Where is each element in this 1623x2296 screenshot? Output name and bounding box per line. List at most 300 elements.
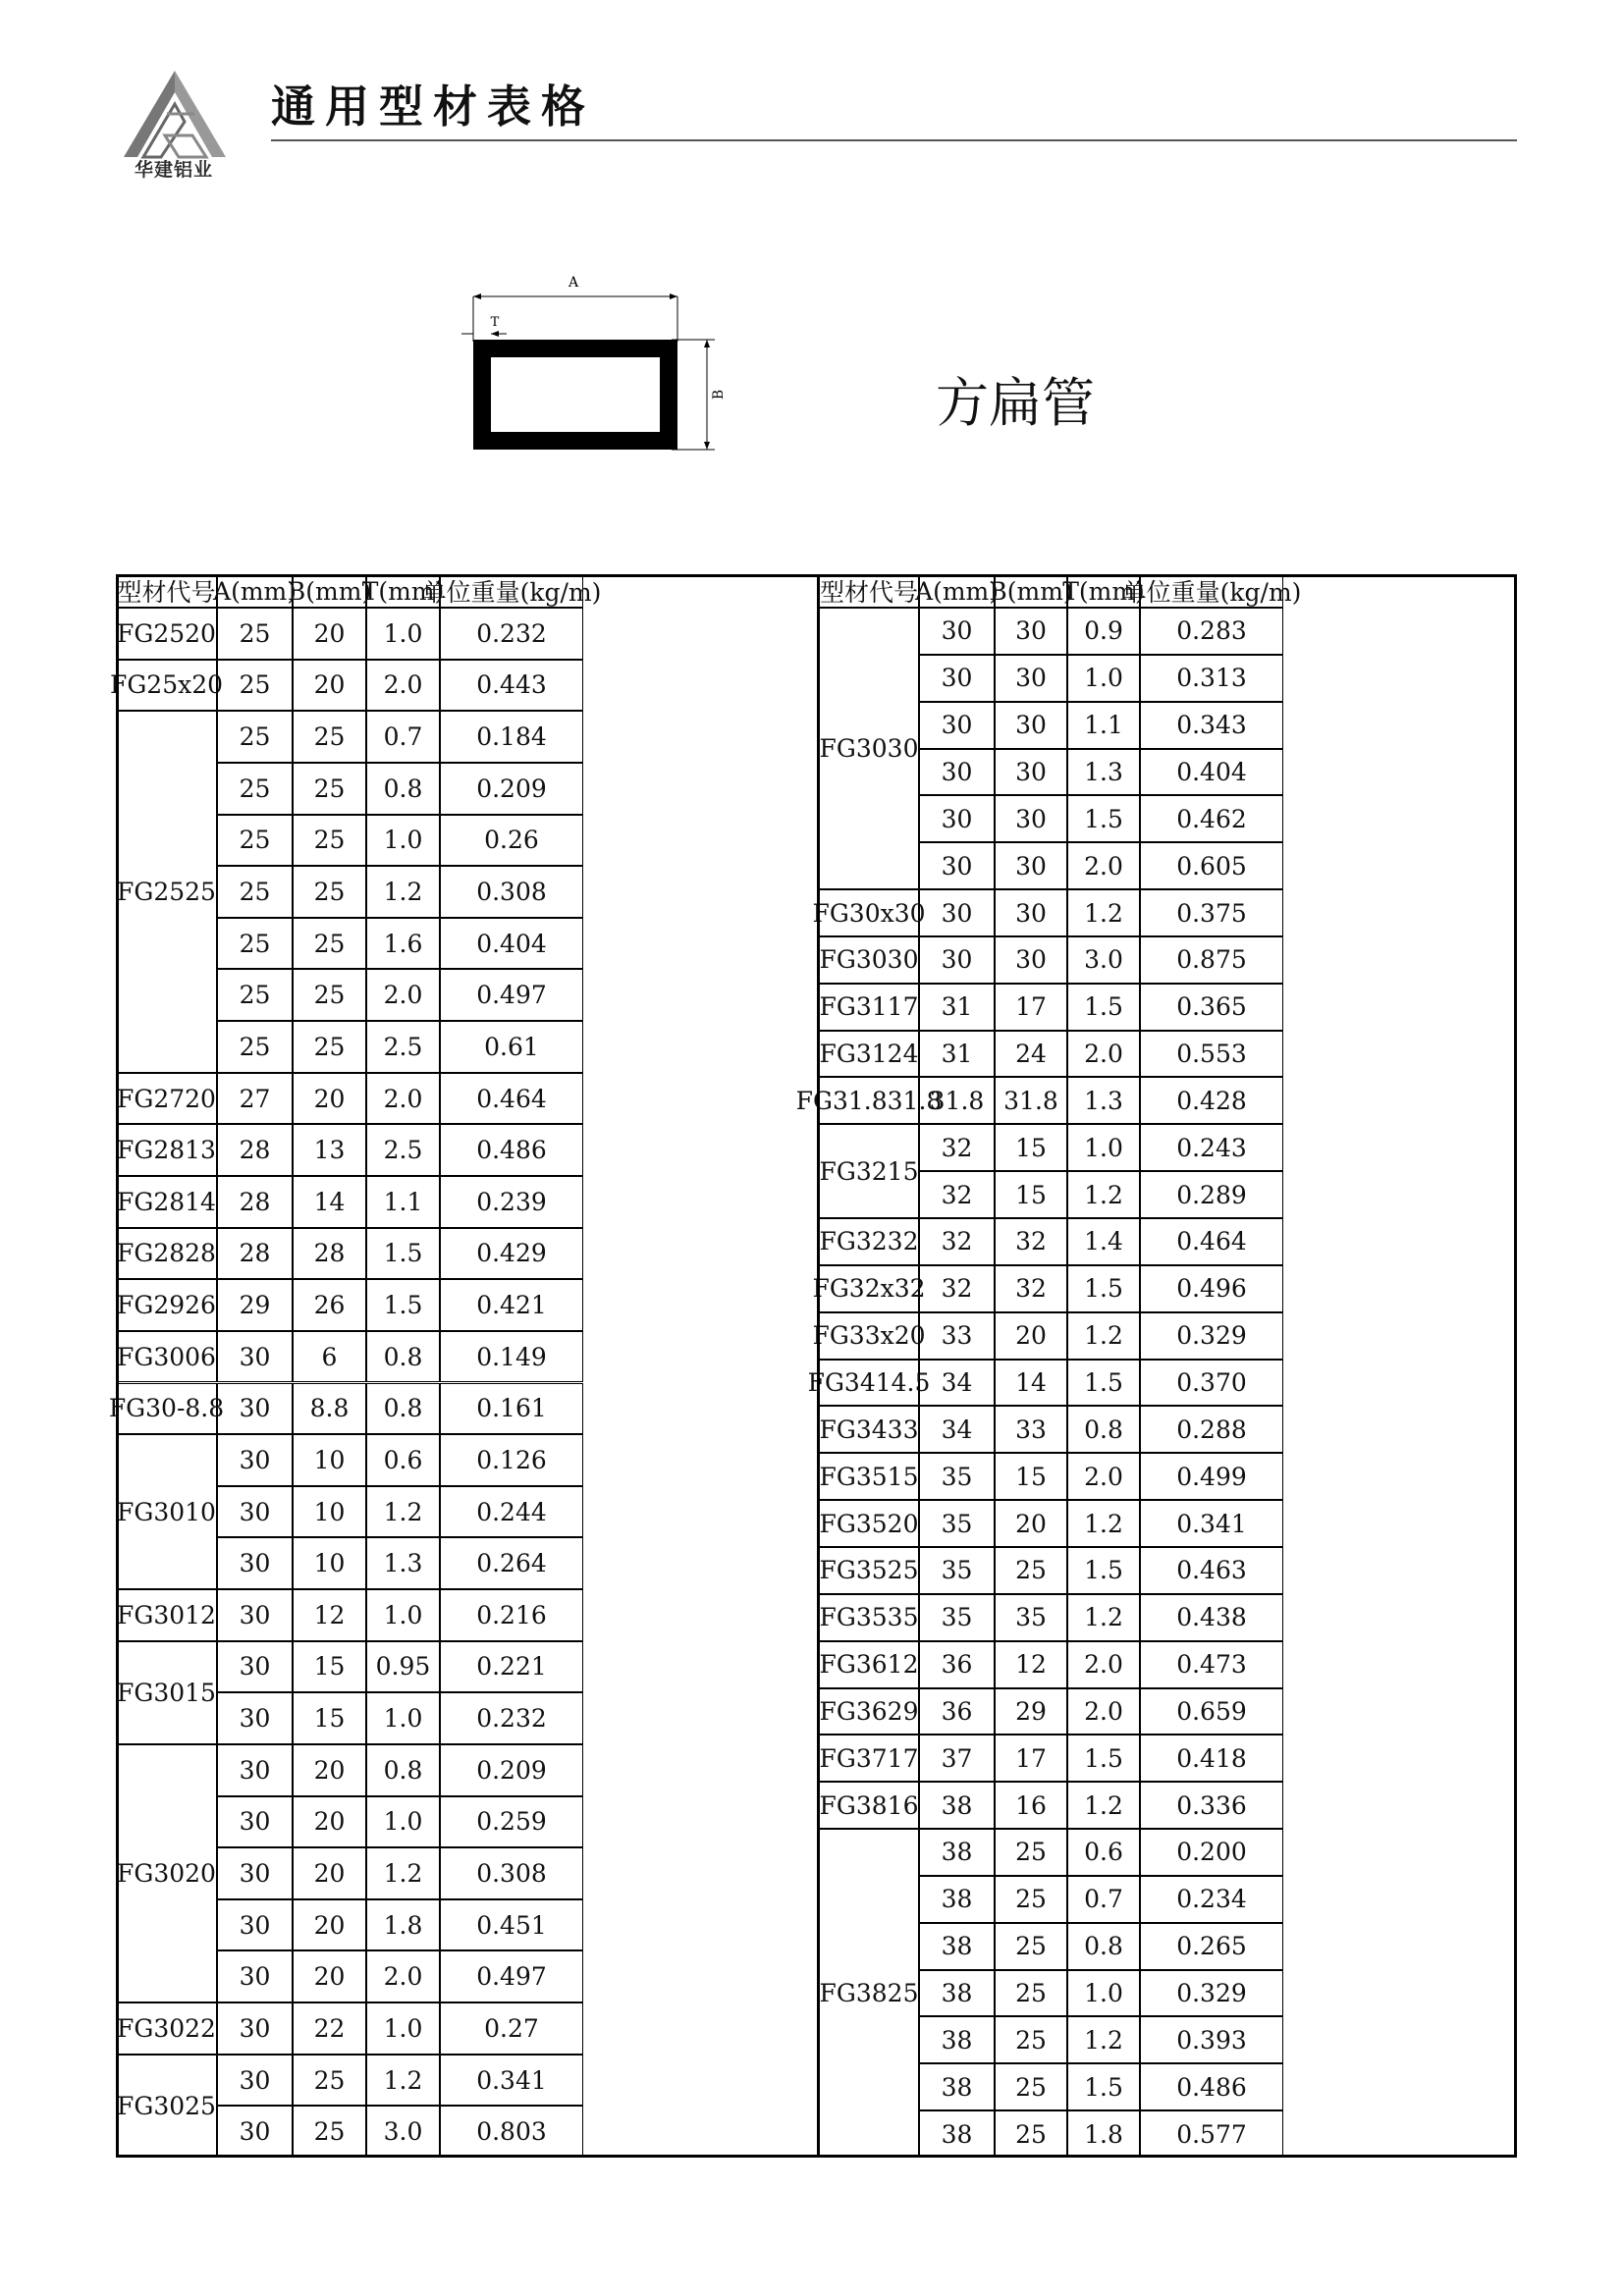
cell-t: 2.0 [366,1950,440,2002]
cell-t: 0.95 [366,1641,440,1693]
cell-weight: 0.428 [1140,1077,1283,1124]
profile-code: FG3612 [819,1641,919,1688]
cell-a: 35 [919,1547,995,1594]
header-a: A(mm) [217,574,293,608]
cell-b: 20 [293,660,366,712]
cell-weight: 0.463 [1140,1547,1283,1594]
cell-weight: 0.126 [440,1434,583,1486]
cell-a: 30 [919,702,995,749]
cell-b: 31.8 [995,1077,1067,1124]
cell-b: 25 [293,2106,366,2158]
profile-code: FG3012 [116,1589,217,1641]
spec-table [108,574,1517,2158]
header-code: 型材代号 [116,574,217,608]
cell-a: 36 [919,1641,995,1688]
cell-a: 30 [217,1950,293,2002]
cell-b: 14 [995,1360,1067,1407]
cell-b: 25 [995,2016,1067,2063]
cell-b: 25 [293,815,366,867]
cell-a: 30 [217,1847,293,1899]
cell-weight: 0.288 [1140,1406,1283,1453]
cell-b: 20 [995,1500,1067,1547]
cell-t: 1.2 [366,2055,440,2107]
profile-code: FG3006 [116,1331,217,1383]
cell-weight: 0.184 [440,711,583,763]
cell-b: 15 [293,1641,366,1693]
profile-code: FG2814 [116,1176,217,1228]
profile-code: FG3520 [819,1500,919,1547]
cell-weight: 0.200 [1140,1829,1283,1876]
cell-weight: 0.605 [1140,842,1283,889]
cell-weight: 0.486 [440,1124,583,1176]
cell-b: 24 [995,1031,1067,1078]
cell-b: 14 [293,1176,366,1228]
cell-weight: 0.497 [440,1950,583,2002]
cell-a: 38 [919,1829,995,1876]
cell-weight: 0.329 [1140,1312,1283,1360]
cell-weight: 0.239 [440,1176,583,1228]
cell-a: 38 [919,2016,995,2063]
cell-t: 1.8 [1067,2110,1140,2158]
cell-a: 35 [919,1500,995,1547]
cell-b: 15 [995,1171,1067,1218]
cell-t: 2.5 [366,1021,440,1073]
cell-b: 25 [293,918,366,970]
cell-weight: 0.421 [440,1279,583,1331]
cell-weight: 0.308 [440,866,583,918]
cell-weight: 0.216 [440,1589,583,1641]
profile-code: FG25x20 [116,660,217,712]
cell-a: 35 [919,1594,995,1641]
cell-t: 1.0 [366,1796,440,1848]
cell-t: 2.5 [366,1124,440,1176]
cell-t: 1.2 [1067,2016,1140,2063]
cell-weight: 0.496 [1140,1265,1283,1312]
cell-a: 29 [217,1279,293,1331]
cell-a: 25 [217,763,293,815]
cell-weight: 0.341 [1140,1500,1283,1547]
profile-code: FG3414.5 [819,1360,919,1407]
cell-weight: 0.264 [440,1537,583,1589]
cell-a: 25 [217,866,293,918]
cell-t: 0.8 [366,1383,440,1435]
cell-weight: 0.161 [440,1383,583,1435]
profile-name: 方扁管 [936,372,1095,434]
cell-a: 31 [919,984,995,1031]
dim-t-label: T [490,315,500,330]
cell-a: 30 [919,608,995,655]
cell-weight: 0.27 [440,2002,583,2055]
cell-b: 20 [995,1312,1067,1360]
cell-b: 10 [293,1434,366,1486]
profile-code: FG3030 [819,608,919,889]
cell-t: 1.2 [1067,1500,1140,1547]
cell-t: 2.0 [366,1073,440,1125]
cell-weight: 0.497 [440,969,583,1021]
cell-t: 1.0 [366,1589,440,1641]
cell-weight: 0.418 [1140,1735,1283,1782]
cell-t: 1.5 [1067,1360,1140,1407]
cell-t: 1.0 [366,608,440,660]
cell-t: 1.3 [366,1537,440,1589]
cell-b: 20 [293,1744,366,1796]
cell-b: 25 [995,2063,1067,2110]
cell-a: 30 [919,842,995,889]
cell-b: 30 [995,795,1067,842]
profile-code: FG3022 [116,2002,217,2055]
profile-code: FG3117 [819,984,919,1031]
profile-code: FG2926 [116,1279,217,1331]
cell-t: 1.0 [366,815,440,867]
cell-weight: 0.232 [440,1692,583,1744]
cell-a: 30 [919,889,995,936]
profile-code: FG3232 [819,1218,919,1265]
header-weight: 单位重量(kg/m) [440,574,583,608]
cell-a: 25 [217,711,293,763]
cell-b: 25 [293,2055,366,2107]
cell-weight: 0.313 [1140,655,1283,702]
cell-weight: 0.343 [1140,702,1283,749]
cell-weight: 0.336 [1140,1782,1283,1829]
cell-b: 28 [293,1228,366,1280]
cell-b: 25 [293,711,366,763]
cell-weight: 0.329 [1140,1970,1283,2017]
profile-code: FG32x32 [819,1265,919,1312]
cell-a: 30 [217,1383,293,1435]
cell-t: 1.6 [366,918,440,970]
cell-t: 1.3 [1067,1077,1140,1124]
cell-weight: 0.209 [440,763,583,815]
cell-t: 1.2 [366,866,440,918]
cell-t: 0.8 [1067,1923,1140,1970]
cell-b: 30 [995,655,1067,702]
cell-a: 32 [919,1124,995,1171]
header-a: A(mm) [919,574,995,608]
cell-a: 37 [919,1735,995,1782]
cell-b: 8.8 [293,1383,366,1435]
profile-code: FG3215 [819,1124,919,1218]
cell-b: 25 [995,1970,1067,2017]
cell-t: 1.5 [1067,795,1140,842]
cell-b: 25 [995,1547,1067,1594]
cell-t: 1.5 [1067,1735,1140,1782]
cell-b: 12 [293,1589,366,1641]
cell-b: 25 [995,1923,1067,1970]
cell-a: 31 [919,1031,995,1078]
profile-code: FG3525 [819,1547,919,1594]
cell-weight: 0.473 [1140,1641,1283,1688]
cell-a: 38 [919,2063,995,2110]
profile-code: FG2525 [116,711,217,1072]
header-divider [271,139,1517,141]
cell-b: 17 [995,984,1067,1031]
cell-weight: 0.577 [1140,2110,1283,2158]
cell-b: 25 [995,2110,1067,2158]
cell-a: 25 [217,660,293,712]
cell-b: 35 [995,1594,1067,1641]
cell-weight: 0.438 [1140,1594,1283,1641]
profile-code: FG3025 [116,2055,217,2158]
header-t: T(mm) [366,574,440,608]
cell-a: 32 [919,1265,995,1312]
cell-a: 30 [217,1589,293,1641]
cell-weight: 0.451 [440,1899,583,1951]
cell-b: 20 [293,1899,366,1951]
cell-b: 15 [995,1124,1067,1171]
cell-b: 13 [293,1124,366,1176]
cell-a: 30 [217,1692,293,1744]
cell-b: 25 [293,1021,366,1073]
cell-a: 30 [919,655,995,702]
logo-text: 华建铝业 [134,159,213,181]
cell-b: 20 [293,1796,366,1848]
cell-t: 1.5 [366,1279,440,1331]
cell-a: 32 [919,1171,995,1218]
cell-b: 10 [293,1486,366,1538]
cell-weight: 0.244 [440,1486,583,1538]
cell-t: 2.0 [1067,1641,1140,1688]
profile-code: FG33x20 [819,1312,919,1360]
cell-t: 2.0 [1067,1031,1140,1078]
cell-a: 30 [919,749,995,796]
cell-t: 1.0 [1067,1970,1140,2017]
cell-weight: 0.462 [1140,795,1283,842]
cell-t: 1.2 [1067,1171,1140,1218]
cell-t: 0.6 [366,1434,440,1486]
profile-code: FG3717 [819,1735,919,1782]
cell-t: 2.0 [1067,1688,1140,1735]
cell-t: 1.3 [1067,749,1140,796]
cell-t: 1.4 [1067,1218,1140,1265]
cell-weight: 0.404 [440,918,583,970]
cell-b: 25 [995,1876,1067,1923]
cell-b: 25 [293,969,366,1021]
cell-t: 2.0 [366,660,440,712]
cell-b: 25 [293,763,366,815]
cell-a: 25 [217,918,293,970]
cell-t: 2.0 [1067,1453,1140,1500]
cell-t: 3.0 [366,2106,440,2158]
cell-a: 38 [919,1923,995,1970]
cell-weight: 0.243 [1140,1124,1283,1171]
rectangular-tube-diagram [461,265,854,520]
dim-a-label: A [568,275,579,291]
profile-code: FG3124 [819,1031,919,1078]
cell-a: 32 [919,1218,995,1265]
cell-t: 0.8 [366,763,440,815]
cell-weight: 0.221 [440,1641,583,1693]
header-b: B(mm) [293,574,366,608]
cell-b: 32 [995,1218,1067,1265]
cell-b: 17 [995,1735,1067,1782]
cell-t: 1.2 [1067,1312,1140,1360]
header-t: T(mm) [1067,574,1140,608]
profile-code: FG2828 [116,1228,217,1280]
cell-b: 16 [995,1782,1067,1829]
cell-weight: 0.553 [1140,1031,1283,1078]
cell-b: 6 [293,1331,366,1383]
cell-weight: 0.341 [440,2055,583,2107]
cell-a: 25 [217,969,293,1021]
cell-weight: 0.875 [1140,936,1283,984]
cell-weight: 0.365 [1140,984,1283,1031]
cell-weight: 0.234 [1140,1876,1283,1923]
cell-t: 1.2 [366,1847,440,1899]
cell-weight: 0.499 [1140,1453,1283,1500]
cell-a: 36 [919,1688,995,1735]
profile-code: FG2520 [116,608,217,660]
cell-a: 38 [919,1782,995,1829]
header-weight: 单位重量(kg/m) [1140,574,1283,608]
cell-a: 30 [217,1486,293,1538]
cell-t: 1.5 [1067,984,1140,1031]
cell-weight: 0.289 [1140,1171,1283,1218]
spec-table-right [795,574,1517,2158]
header-b: B(mm) [995,574,1067,608]
profile-code: FG31.831.8 [819,1077,919,1124]
cell-t: 1.5 [366,1228,440,1280]
cell-t: 1.0 [1067,655,1140,702]
profile-code: FG3030 [819,936,919,984]
cell-a: 30 [217,1331,293,1383]
cell-b: 26 [293,1279,366,1331]
cell-b: 32 [995,1265,1067,1312]
cell-weight: 0.259 [440,1796,583,1848]
cell-a: 38 [919,2110,995,2158]
profile-code: FG3515 [819,1453,919,1500]
cell-a: 34 [919,1360,995,1407]
cell-a: 28 [217,1124,293,1176]
cell-a: 30 [919,936,995,984]
cell-a: 35 [919,1453,995,1500]
cell-weight: 0.404 [1140,749,1283,796]
cell-b: 30 [995,936,1067,984]
cell-t: 1.5 [1067,2063,1140,2110]
cell-a: 25 [217,815,293,867]
cell-a: 25 [217,1021,293,1073]
cell-t: 1.1 [366,1176,440,1228]
tube-cross-section [482,348,669,441]
cell-weight: 0.659 [1140,1688,1283,1735]
cell-a: 34 [919,1406,995,1453]
cell-weight: 0.209 [440,1744,583,1796]
cell-b: 33 [995,1406,1067,1453]
cell-weight: 0.265 [1140,1923,1283,1970]
cell-b: 30 [995,702,1067,749]
cell-b: 20 [293,1950,366,2002]
cell-b: 25 [293,866,366,918]
cell-weight: 0.803 [440,2106,583,2158]
cell-a: 33 [919,1312,995,1360]
cell-a: 28 [217,1176,293,1228]
cell-a: 25 [217,608,293,660]
cell-weight: 0.464 [1140,1218,1283,1265]
cell-t: 1.5 [1067,1265,1140,1312]
profile-code: FG30-8.8 [116,1383,217,1435]
cell-t: 1.0 [366,1692,440,1744]
cell-weight: 0.308 [440,1847,583,1899]
cell-b: 30 [995,749,1067,796]
profile-code: FG3535 [819,1594,919,1641]
cell-t: 1.1 [1067,702,1140,749]
cell-weight: 0.443 [440,660,583,712]
cell-b: 20 [293,608,366,660]
cell-b: 30 [995,842,1067,889]
profile-code: FG3010 [116,1434,217,1589]
cell-weight: 0.370 [1140,1360,1283,1407]
cell-a: 30 [217,1641,293,1693]
cell-b: 15 [995,1453,1067,1500]
cell-t: 2.0 [1067,842,1140,889]
cell-a: 38 [919,1970,995,2017]
cell-weight: 0.393 [1140,2016,1283,2063]
cell-weight: 0.464 [440,1073,583,1125]
cell-weight: 0.486 [1140,2063,1283,2110]
cell-a: 30 [217,1434,293,1486]
profile-code: FG3015 [116,1641,217,1744]
cell-t: 0.9 [1067,608,1140,655]
cell-t: 1.2 [1067,1782,1140,1829]
header-code: 型材代号 [819,574,919,608]
cell-a: 30 [217,1537,293,1589]
profile-code: FG3433 [819,1406,919,1453]
cell-t: 1.2 [1067,1594,1140,1641]
profile-code: FG2813 [116,1124,217,1176]
cell-weight: 0.283 [1140,608,1283,655]
cell-t: 2.0 [366,969,440,1021]
cell-a: 30 [217,1899,293,1951]
cell-weight: 0.232 [440,608,583,660]
cell-t: 0.6 [1067,1829,1140,1876]
cell-t: 1.2 [1067,889,1140,936]
cell-t: 3.0 [1067,936,1140,984]
cell-a: 38 [919,1876,995,1923]
cell-t: 0.8 [366,1331,440,1383]
cell-t: 1.8 [366,1899,440,1951]
cell-a: 30 [217,2002,293,2055]
cell-b: 12 [995,1641,1067,1688]
cell-a: 27 [217,1073,293,1125]
cell-b: 30 [995,889,1067,936]
cell-b: 25 [995,1829,1067,1876]
cell-t: 0.7 [366,711,440,763]
cell-b: 10 [293,1537,366,1589]
cell-t: 1.5 [1067,1547,1140,1594]
profile-code: FG3825 [819,1829,919,2158]
cell-t: 0.8 [366,1744,440,1796]
cell-b: 29 [995,1688,1067,1735]
cell-a: 30 [217,2055,293,2107]
cell-b: 15 [293,1692,366,1744]
cell-t: 1.0 [1067,1124,1140,1171]
cell-a: 30 [217,1796,293,1848]
cell-a: 30 [217,2106,293,2158]
profile-code: FG3816 [819,1782,919,1829]
profile-code: FG3629 [819,1688,919,1735]
cell-b: 20 [293,1073,366,1125]
cell-a: 28 [217,1228,293,1280]
cell-b: 30 [995,608,1067,655]
cell-t: 1.2 [366,1486,440,1538]
cell-b: 20 [293,1847,366,1899]
cell-t: 1.0 [366,2002,440,2055]
cell-weight: 0.149 [440,1331,583,1383]
cell-weight: 0.26 [440,815,583,867]
cell-t: 0.8 [1067,1406,1140,1453]
cell-a: 30 [919,795,995,842]
dim-b-label: B [711,389,727,400]
profile-code: FG30x30 [819,889,919,936]
